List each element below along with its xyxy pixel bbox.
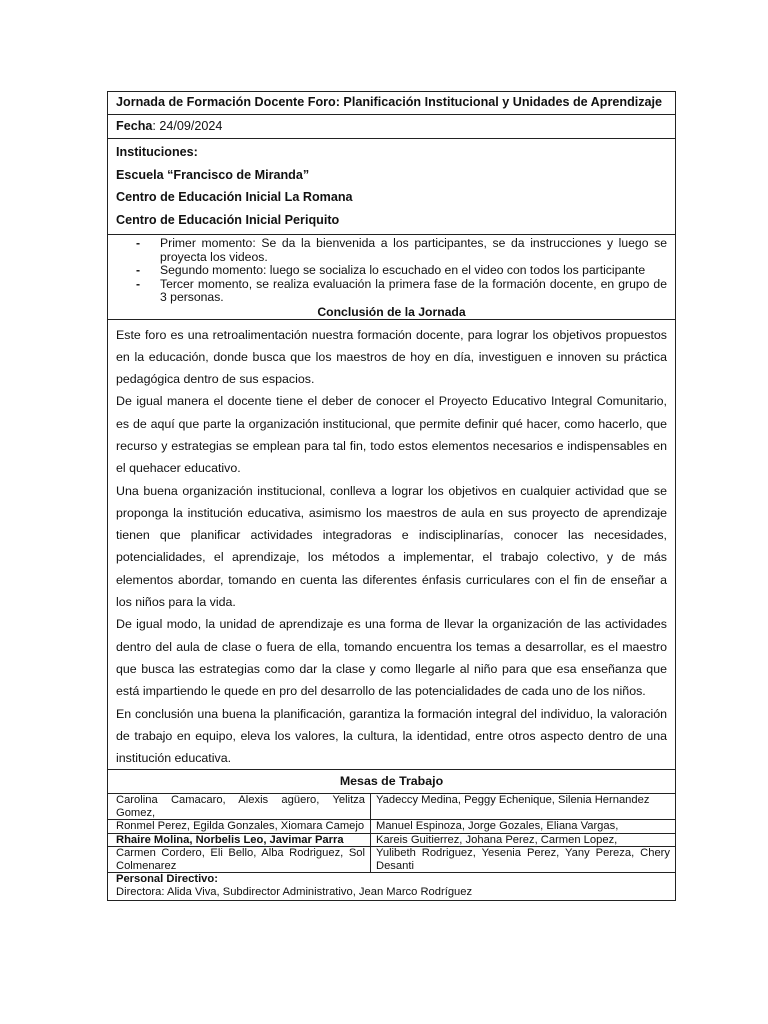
work-table-row [108,794,675,820]
work-table-cell: Carmen Cordero, Eli Bello, Alba Rodriguez, Sol Colmenarez [108,847,371,872]
date-value: : 24/09/2024 [152,119,223,133]
moments-section [108,235,675,320]
institutions-label: Instituciones: [116,145,198,159]
date-row [108,115,675,139]
conclusion-paragraph: Este foro es una retroalimentación nuestra formación docente, para lograr los objetivos propuestos en la educación, donde busca que los maestros de hoy en día, investiguen e innoven su práctica pedagógica dentro de sus espacios. [116,327,667,387]
conclusion-paragraph: Una buena organización institucional, conlleva a lograr los objetivos en cualquier actividad que se proponga la institución educativa, asimismo los maestros de aula en sus proyecto de aprendizaje tienen que planificar actividades integradoras e indisciplinarías, conocer las necesidades, potencialidades, el aprendizaje, los métodos a implementar, el trabajo colectivo, y de más elementos abordar, tomando en cuenta las diferentes énfasis curriculares con el fin de enseñar a los niños para la vida. [116,483,667,610]
moment-item: - Segundo momento: luego se socializa lo escuchado en el video con todos los participante [116,264,667,278]
management-section [108,873,675,900]
work-table-cell: Ronmel Perez, Egilda Gonzales, Xiomara Camejo [108,820,371,833]
work-table-cell: Yadeccy Medina, Peggy Echenique, Silenia Hernandez [376,794,650,807]
institution-item: Centro de Educación Inicial La Romana [116,190,353,204]
moment-item: - Primer momento: Se da la bienvenida a los participantes, se da instrucciones y luego se proyecta los videos. [116,237,667,264]
document-title: Jornada de Formación Docente Foro: Planificación Institucional y Unidades de Aprendizaje [108,92,675,115]
conclusion-heading: Conclusión de la Jornada [317,304,466,319]
institution-item: Centro de Educación Inicial Periquito [116,212,340,227]
work-table-row [108,820,675,834]
institutions-section [108,139,675,235]
work-table-row [108,847,675,873]
conclusion-paragraph: De igual modo, la unidad de aprendizaje es una forma de llevar la organización de las actividades dentro del aula de clase o fuera de ella, tomando encuentra los temas a desarrollar, es el maestro que busca las estrategias como dar la clase y como llegarle al niño para que esa enseñanza que está impartiendo le quede en pro del desarrollo de las potencialidades de cada uno de los niños. [116,617,667,699]
management-label: Personal Directivo: [116,873,218,886]
work-tables-heading: Mesas de Trabajo [108,770,675,794]
institution-item: Escuela “Francisco de Miranda” [116,167,310,182]
conclusion-paragraph: De igual manera el docente tiene el deber de conocer el Proyecto Educativo Integral Comunitario, es de aquí que parte la organización institucional, que permite definir qué hacer, como hacerlo, que recurso y estrategias se emplean para tal fin, todo estos elementos necesarios e indispensables en el quehacer educativo. [116,394,667,476]
work-table-cell: Yulibeth Rodriguez, Yesenia Perez, Yany Pereza, Chery Desanti [376,847,670,872]
moment-item: - Tercer momento, se realiza evaluación la primera fase de la formación docente, en grupo de 3 personas. [116,278,667,305]
work-table-cell: Carolina Camacaro, Alexis agüero, Yelitza Gomez, [108,794,371,819]
date-label: Fecha [116,119,153,133]
work-table-row [108,834,675,848]
conclusion-body [108,320,675,771]
document-table [107,91,676,901]
management-value: Directora: Alida Viva, Subdirector Administrativo, Jean Marco Rodríguez [116,885,473,898]
conclusion-paragraph: En conclusión una buena la planificación, garantiza la formación integral del individuo, la valoración de trabajo en equipo, eleva los valores, la cultura, la identidad, entre otros aspecto dentro de una institución educativa. [116,706,667,766]
moments-list [116,237,667,305]
work-table-cell: Rhaire Molina, Norbelis Leo, Javimar Parra [108,834,371,847]
work-table-cell: Manuel Espinoza, Jorge Gozales, Eliana Vargas, [376,820,619,833]
work-table-cell: Kareis Guitierrez, Johana Perez, Carmen Lopez, [376,833,618,846]
